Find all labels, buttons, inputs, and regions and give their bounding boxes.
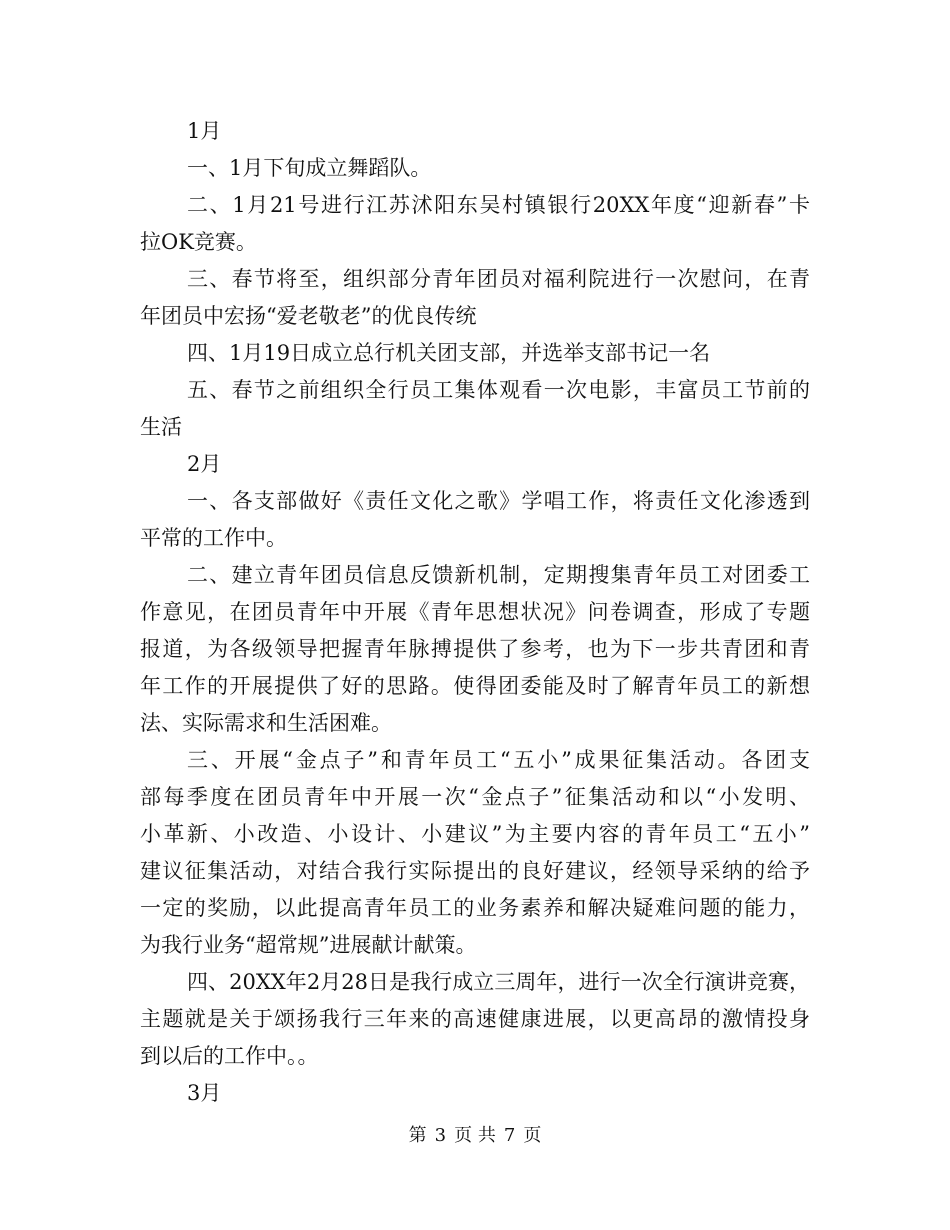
text-line: 3月 — [187, 1081, 222, 1105]
text-line: 主题就是关于颂扬我行三年来的高速健康进展，以更高昂的激情投身 — [140, 1007, 810, 1031]
paragraph — [140, 964, 810, 1075]
paragraph — [140, 446, 810, 483]
text-line: 报道，为各级领导把握青年脉搏提供了参考，也为下一步共青团和青 — [140, 637, 810, 661]
text-line: 拉OK竞赛。 — [140, 230, 257, 254]
text-line: 五、春节之前组织全行员工集体观看一次电影，丰富员工节前的 — [187, 378, 810, 402]
text-line: 三、春节将至，组织部分青年团员对福利院进行一次慰问，在青 — [187, 267, 810, 291]
text-line: 二、1月21号进行江苏沭阳东吴村镇银行20XX年度“迎新春”卡 — [187, 193, 810, 217]
text-line: 二、建立青年团员信息反馈新机制，定期搜集青年员工对团委工 — [187, 563, 810, 587]
page-footer — [0, 1124, 950, 1148]
text-line: 小革新、小改造、小设计、小建议”为主要内容的青年员工“五小” — [140, 822, 810, 846]
text-line: 到以后的工作中。。 — [140, 1044, 319, 1068]
text-line: 生活 — [140, 415, 182, 439]
text-line: 建议征集活动，对结合我行实际提出的良好建议，经领导采纳的给予 — [140, 859, 810, 883]
footer-prefix: 第 — [408, 1125, 427, 1146]
text-line: 年工作的开展提供了好的思路。使得团委能及时了解青年员工的新想 — [140, 674, 810, 698]
paragraph — [140, 742, 810, 964]
text-line: 作意见，在团员青年中开展《青年思想状况》问卷调查，形成了专题 — [140, 600, 810, 624]
footer-page-number: 3 — [434, 1125, 447, 1146]
footer-suffix: 页 — [523, 1125, 542, 1146]
text-line: 平常的工作中。 — [140, 526, 287, 550]
text-line: 四、1月19日成立总行机关团支部，并选举支部书记一名 — [187, 341, 711, 365]
text-line: 四、20XX年2月28日是我行成立三周年，进行一次全行演讲竞赛， — [187, 970, 810, 994]
paragraph — [140, 150, 810, 187]
text-line: 2月 — [187, 452, 222, 476]
paragraph — [140, 335, 810, 372]
paragraph — [140, 261, 810, 335]
paragraph — [140, 372, 810, 446]
document-body — [140, 113, 810, 1112]
paragraph — [140, 483, 810, 557]
text-line: 为我行业务“超常规”进展献计献策。 — [140, 933, 477, 957]
paragraph — [140, 113, 810, 150]
text-line: 法、实际需求和生活困难。 — [140, 711, 392, 735]
footer-middle: 页 共 — [454, 1125, 496, 1146]
paragraph — [140, 557, 810, 742]
text-line: 三、开展“金点子”和青年员工“五小”成果征集活动。各团支 — [187, 748, 810, 772]
paragraph — [140, 1075, 810, 1112]
text-line: 一、各支部做好《责任文化之歌》学唱工作，将责任文化渗透到 — [187, 489, 810, 513]
text-line: 部每季度在团员青年中开展一次“金点子”征集活动和以“小发明、 — [140, 785, 810, 809]
paragraph — [140, 187, 810, 261]
text-line: 1月 — [187, 119, 222, 143]
text-line: 一定的奖励，以此提高青年员工的业务素养和解决疑难问题的能力， — [140, 896, 810, 920]
text-line: 年团员中宏扬“爱老敬老”的优良传统 — [140, 304, 477, 328]
footer-total-pages: 7 — [503, 1125, 516, 1146]
text-line: 一、1月下旬成立舞蹈队。 — [187, 156, 432, 180]
